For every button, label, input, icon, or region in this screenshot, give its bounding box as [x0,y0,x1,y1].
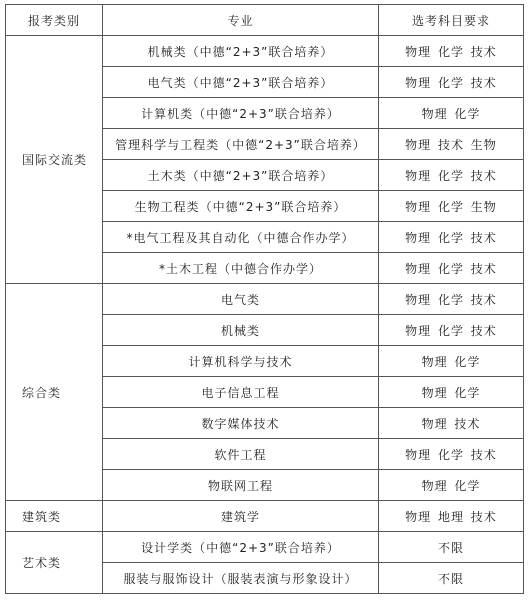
major-cell: 管理科学与工程类（中德“2+3”联合培养） [103,129,379,160]
subjects-cell: 不限 [379,532,524,563]
major-cell: 计算机类（中德“2+3”联合培养） [103,98,379,129]
category-cell: 国际交流类 [6,36,103,284]
major-cell: 电气类 [103,284,379,315]
header-row [6,5,524,36]
major-cell: *土木工程（中德合作办学） [103,253,379,284]
major-cell: 服装与服饰设计（服装表演与形象设计） [103,563,379,594]
subjects-cell: 物理 地理 技术 [379,501,524,532]
major-cell: *电气工程及其自动化（中德合作办学） [103,222,379,253]
subjects-cell: 不限 [379,563,524,594]
subjects-cell: 物理 化学 生物 [379,191,524,222]
category-cell: 艺术类 [6,532,103,594]
subjects-cell: 物理 化学 技术 [379,284,524,315]
subjects-cell: 物理 化学 技术 [379,222,524,253]
category-cell: 综合类 [6,284,103,501]
major-cell: 计算机科学与技术 [103,346,379,377]
major-cell: 电气类（中德“2+3”联合培养） [103,67,379,98]
major-cell: 机械类 [103,315,379,346]
header-subjects: 选考科目要求 [379,5,524,36]
subjects-cell: 物理 化学 [379,98,524,129]
table-row [6,501,524,532]
major-cell: 建筑学 [103,501,379,532]
major-cell: 生物工程类（中德“2+3”联合培养） [103,191,379,222]
subjects-cell: 物理 化学 [379,377,524,408]
major-cell: 电子信息工程 [103,377,379,408]
table-row [6,36,524,67]
subjects-cell: 物理 化学 技术 [379,36,524,67]
subjects-cell: 物理 化学 技术 [379,160,524,191]
subjects-cell: 物理 化学 技术 [379,253,524,284]
major-cell: 机械类（中德“2+3”联合培养） [103,36,379,67]
major-cell: 土木类（中德“2+3”联合培养） [103,160,379,191]
subjects-cell: 物理 化学 [379,470,524,501]
subjects-cell: 物理 化学 [379,346,524,377]
major-cell: 数字媒体技术 [103,408,379,439]
table-row [6,532,524,563]
subjects-cell: 物理 化学 技术 [379,439,524,470]
header-category: 报考类别 [6,5,103,36]
subjects-cell: 物理 技术 生物 [379,129,524,160]
subjects-cell: 物理 化学 技术 [379,67,524,98]
major-cell: 设计学类（中德“2+3”联合培养） [103,532,379,563]
header-major: 专业 [103,5,379,36]
table-body [6,36,524,594]
subject-requirements-sheet [5,4,523,602]
major-cell: 物联网工程 [103,470,379,501]
major-cell: 软件工程 [103,439,379,470]
category-cell: 建筑类 [6,501,103,532]
subject-requirements-table [5,4,524,594]
table-row [6,284,524,315]
subjects-cell: 物理 技术 [379,408,524,439]
subjects-cell: 物理 化学 技术 [379,315,524,346]
